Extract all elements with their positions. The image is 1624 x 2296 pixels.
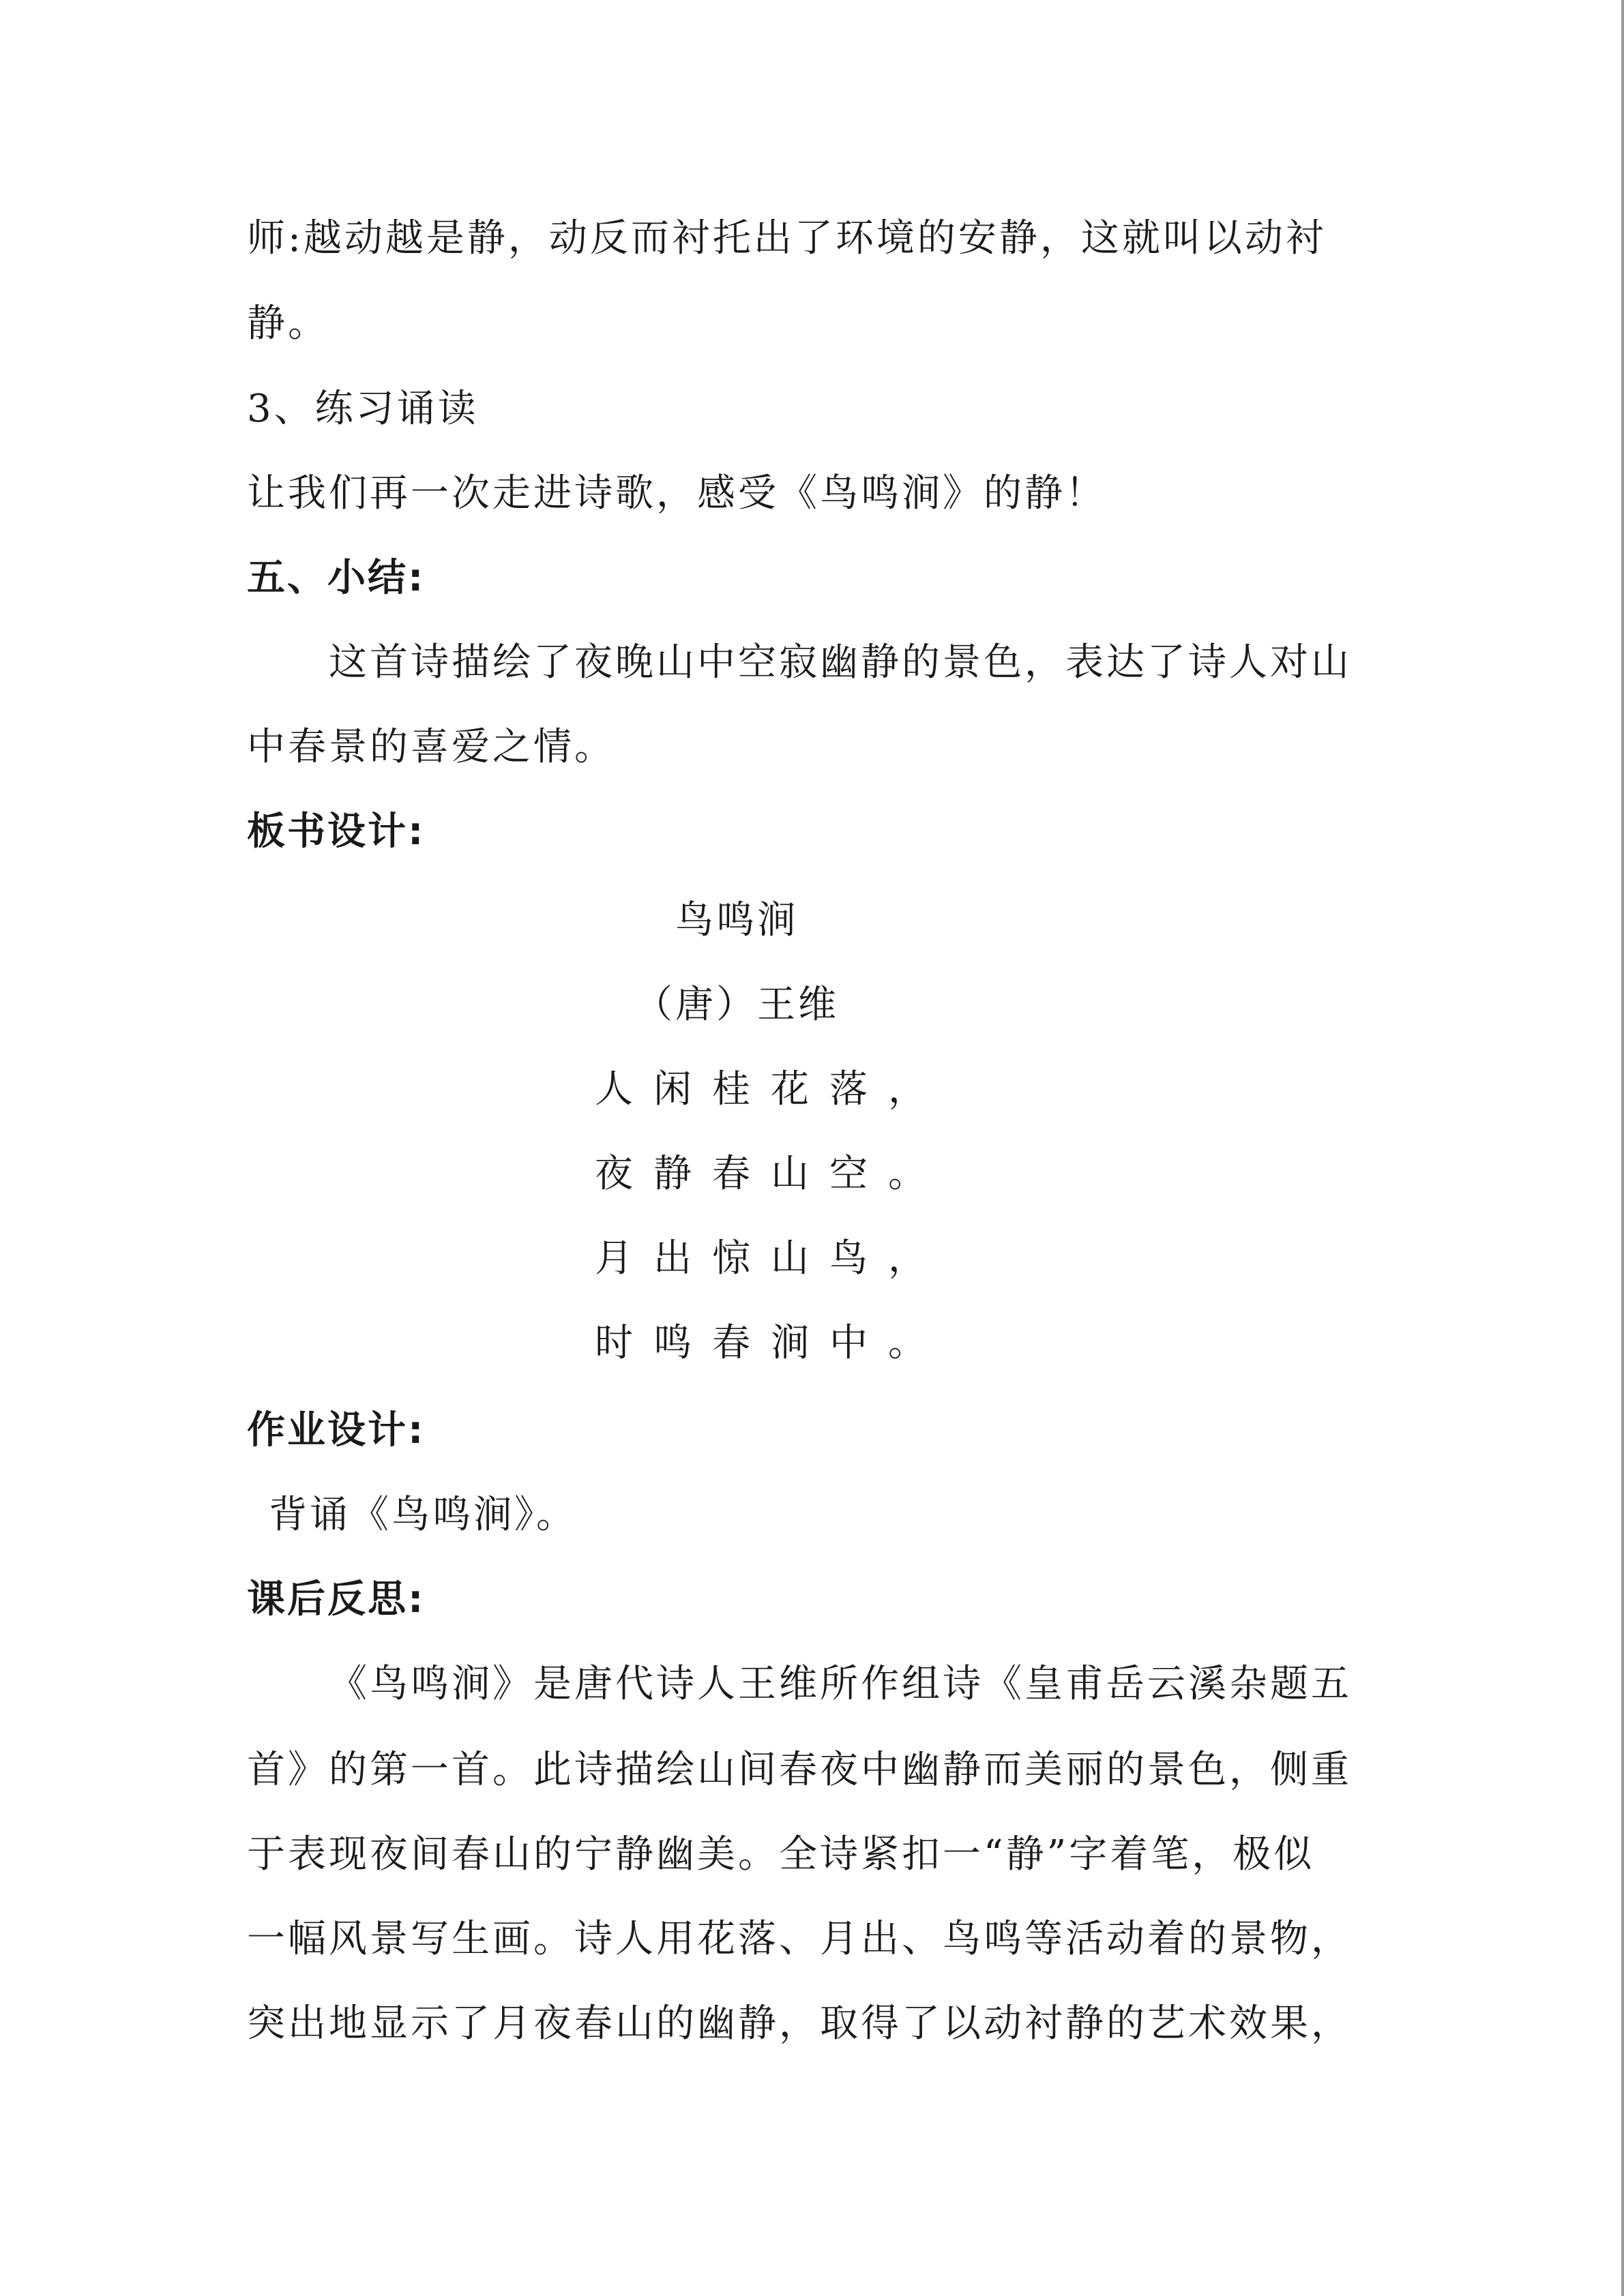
paragraph-line: 这首诗描绘了夜晚山中空寂幽静的景色，表达了诗人对山: [329, 640, 1352, 685]
poem-line: 时鸣春涧中。: [595, 1321, 947, 1365]
section-subheading: 3、练习诵读: [247, 387, 479, 431]
section-heading-homework: 作业设计:: [247, 1408, 426, 1452]
poem-line: 人闲桂花落，: [595, 1067, 947, 1112]
paragraph-line: 首》的第一首。此诗描绘山间春夜中幽静而美丽的景色，侧重: [247, 1748, 1352, 1792]
paragraph-line: 突出地显示了月夜春山的幽静，取得了以动衬静的艺术效果，: [247, 2001, 1352, 2046]
poem-line: 夜静春山空。: [595, 1152, 947, 1196]
poem-line: 月出惊山鸟，: [595, 1236, 947, 1281]
section-heading-board-design: 板书设计:: [247, 809, 426, 854]
section-heading-reflection: 课后反思:: [247, 1577, 426, 1622]
paragraph-line: 师:越动越是静，动反而衬托出了环境的安静，这就叫以动衬: [247, 216, 1327, 260]
paragraph-line: 中春景的喜爱之情。: [247, 725, 615, 769]
paragraph-line: 让我们再一次走进诗歌，感受《鸟鸣涧》的静！: [247, 471, 1106, 516]
paragraph-line: 于表现夜间春山的宁静幽美。全诗紧扣一“静”字着笔，极似: [247, 1832, 1315, 1877]
poem-title: 鸟鸣涧: [675, 898, 798, 942]
homework-text: 背诵《鸟鸣涧》。: [269, 1493, 577, 1537]
poem-author: （唐）王维: [634, 983, 839, 1027]
paragraph-line: 静。: [247, 301, 329, 346]
paragraph-line: 《鸟鸣涧》是唐代诗人王维所作组诗《皇甫岳云溪杂题五: [329, 1662, 1352, 1706]
section-heading-summary: 五、小结:: [247, 556, 426, 600]
page-edge-line: [1621, 0, 1624, 2296]
paragraph-line: 一幅风景写生画。诗人用花落、月出、鸟鸣等活动着的景物，: [247, 1917, 1352, 1961]
